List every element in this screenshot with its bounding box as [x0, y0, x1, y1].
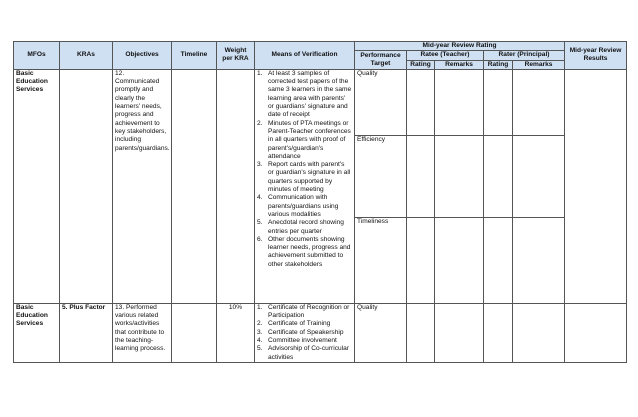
- ratee-rating-cell[interactable]: [407, 217, 435, 303]
- rater-remarks-cell[interactable]: [513, 303, 565, 362]
- results-cell[interactable]: [565, 303, 627, 362]
- means-list: [257, 304, 352, 362]
- kra-cell: [60, 69, 113, 303]
- ratee-rating-cell[interactable]: [407, 303, 435, 362]
- rater-rating-cell[interactable]: [484, 69, 513, 135]
- means-item: 2. Minutes of PTA meetings or Parent-Teacher conferences in all quarters with proof of parent's/guardian's attendance: [257, 119, 351, 160]
- target-timeliness: Timeliness: [355, 217, 407, 303]
- weight-cell: [217, 69, 255, 303]
- means-item: 2. Certificate of Training: [257, 320, 331, 328]
- target-quality: Quality: [355, 303, 407, 362]
- means-item: 1. At least 3 samples of corrected test papers of the same 3 learners in the same learning area with parents' or guardians' signature and date of receipt: [257, 69, 352, 119]
- means-item: 3. Certificate of Speakership: [257, 328, 344, 336]
- header-weight: Weight per KRA: [217, 42, 255, 70]
- target-efficiency: Efficiency: [355, 135, 407, 217]
- header-results: Mid-year Review Results: [565, 42, 627, 70]
- means-item: 4. Committee involvement: [257, 337, 337, 345]
- header-timeline: Timeline: [172, 42, 217, 70]
- ratee-remarks-cell[interactable]: [435, 69, 484, 135]
- means-item: 6. Other documents showing learner needs, progress and achievement submitted to other stakeholders: [257, 235, 351, 268]
- header-midyear: Mid-year Review Rating: [355, 42, 565, 51]
- ratee-remarks-cell[interactable]: [435, 303, 484, 362]
- header-rater-rating: Rating: [484, 60, 513, 69]
- header-rater: Rater (Principal): [484, 51, 565, 60]
- table-row: [14, 69, 627, 135]
- header-mfos: MFOs: [14, 42, 60, 70]
- table-row: [14, 303, 627, 362]
- ipcrf-table: [13, 41, 627, 363]
- rater-remarks-cell[interactable]: [513, 135, 565, 217]
- means-item: 5. Advisorship of Co-curricular activities: [257, 345, 349, 361]
- ratee-rating-cell[interactable]: [407, 69, 435, 135]
- rater-remarks-cell[interactable]: [513, 69, 565, 135]
- header-rater-remarks: Remarks: [513, 60, 565, 69]
- objective-cell: 13. Performed various related works/activities that contribute to the teaching-learning process.: [113, 303, 172, 362]
- rater-remarks-cell[interactable]: [513, 217, 565, 303]
- header-performance-target: Performance Target: [355, 51, 407, 70]
- header-kras: KRAs: [60, 42, 113, 70]
- ratee-rating-cell[interactable]: [407, 135, 435, 217]
- header-means: Means of Verification: [255, 42, 355, 70]
- means-item: 5. Anecdotal record showing entries per quarter: [257, 219, 344, 235]
- means-cell: [255, 303, 355, 362]
- rater-rating-cell[interactable]: [484, 217, 513, 303]
- ratee-remarks-cell[interactable]: [435, 217, 484, 303]
- mfo-cell: Basic Education Services: [14, 69, 60, 303]
- header-ratee: Ratee (Teacher): [407, 51, 484, 60]
- target-quality: Quality: [355, 69, 407, 135]
- means-cell: [255, 69, 355, 303]
- header-ratee-remarks: Remarks: [435, 60, 484, 69]
- weight-cell: 10%: [217, 303, 255, 362]
- timeline-cell: [172, 303, 217, 362]
- ratee-remarks-cell[interactable]: [435, 135, 484, 217]
- mfo-cell: Basic Education Services: [14, 303, 60, 362]
- means-item: 3. Report cards with parent's or guardian's signature in all quarters supported by minutes of meeting: [257, 161, 351, 194]
- header-objectives: Objectives: [113, 42, 172, 70]
- timeline-cell: [172, 69, 217, 303]
- rater-rating-cell[interactable]: [484, 303, 513, 362]
- means-item: 1. Certificate of Recognition or Participation: [257, 303, 350, 320]
- means-list: [257, 70, 352, 269]
- means-item: 4. Communication with parents/guardians using various modalities: [257, 194, 339, 218]
- kra-cell: 5. Plus Factor: [60, 303, 113, 362]
- header-ratee-rating: Rating: [407, 60, 435, 69]
- rater-rating-cell[interactable]: [484, 135, 513, 217]
- results-cell[interactable]: [565, 69, 627, 303]
- objective-cell: 12. Communicated promptly and clearly the learners' needs, progress and achievement to key stakeholders, including parents/guardians.: [113, 69, 172, 303]
